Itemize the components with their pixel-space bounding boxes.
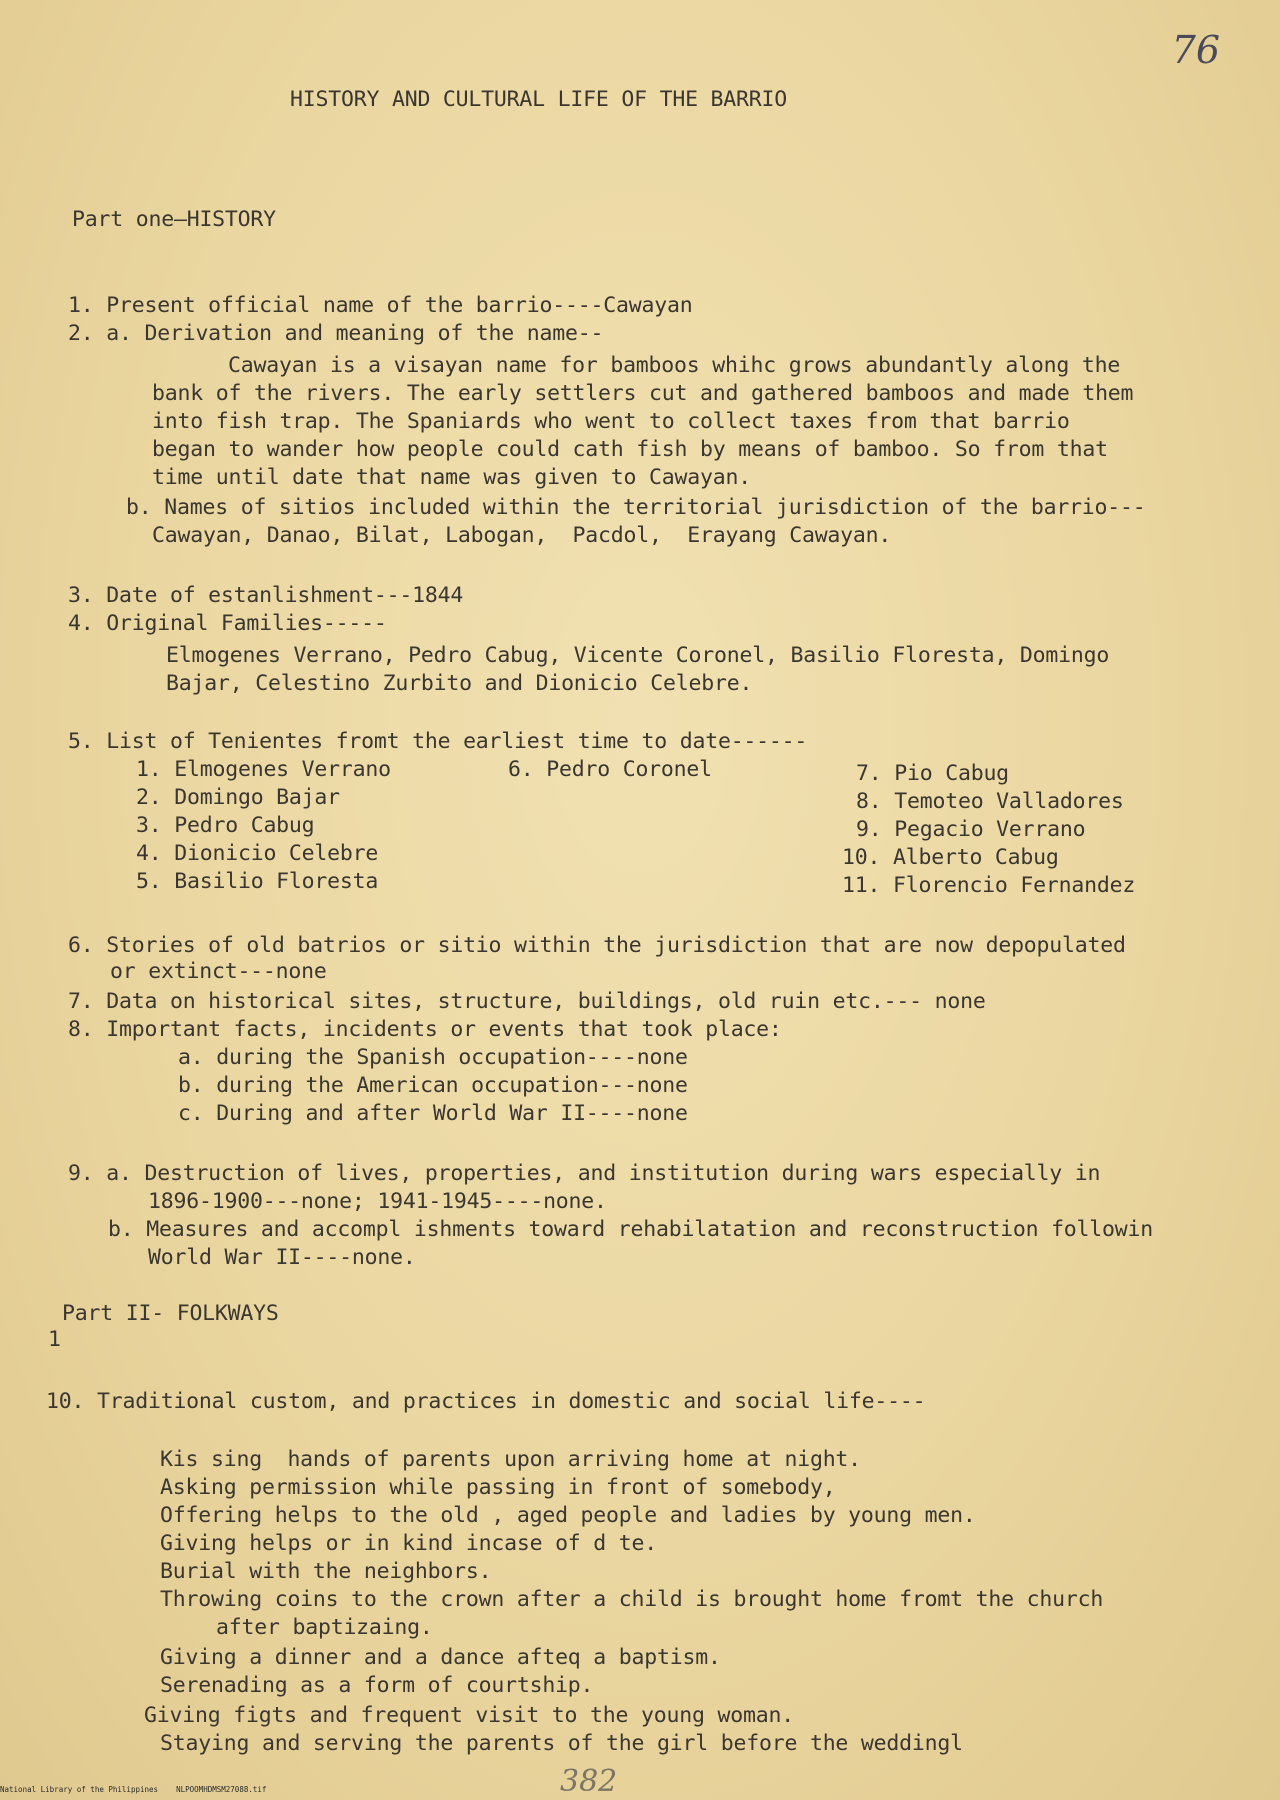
item-2b: b. Names of sitios included within the territorial jurisdiction of the barrio---	[126, 495, 1146, 520]
item-9a-cont: 1896-1900---none; 1941-1945----none.	[148, 1189, 607, 1214]
item-6: 6. Stories of old batrios or sitio within the jurisdiction that are now depopulated	[68, 933, 1126, 958]
item-8: 8. Important facts, incidents or events that took place:	[68, 1017, 782, 1042]
item-4: 4. Original Families-----	[68, 611, 387, 636]
families-text-2: Bajar, Celestino Zurbito and Dionicio Celebre.	[166, 671, 753, 696]
teniente-1: 1. Elmogenes Verrano	[136, 757, 391, 782]
derivation-text-2: bank of the rivers. The early settlers cut and gathered bamboos and made them	[152, 381, 1134, 406]
custom-7: Giving a dinner and a dance afteq a baptism.	[160, 1645, 721, 1670]
part-two-heading: Part II- FOLKWAYS	[62, 1301, 279, 1326]
teniente-5: 5. Basilio Floresta	[136, 869, 379, 894]
custom-1: Kis sing hands of parents upon arriving home at night.	[160, 1447, 861, 1472]
teniente-6: 6. Pedro Coronel	[508, 757, 712, 782]
derivation-text-5: time until date that name was given to Cawayan.	[152, 465, 751, 490]
stamp-number: 382	[560, 1764, 618, 1799]
page-number: 76	[1171, 28, 1220, 72]
derivation-text-1: Cawayan is a visayan name for bamboos whihc grows abundantly along the	[228, 353, 1121, 378]
derivation-text-3: into fish trap. The Spaniards who went to collect taxes from that barrio	[152, 409, 1070, 434]
item-10: 10. Traditional custom, and practices in domestic and social life----	[46, 1389, 926, 1414]
teniente-9: 9. Pegacio Verrano	[856, 817, 1086, 842]
item-2a: 2. a. Derivation and meaning of the name--	[68, 321, 604, 346]
derivation-text-4: began to wander how people could cath fish by means of bamboo. So from that	[152, 437, 1108, 462]
item-5: 5. List of Tenientes fromt the earliest time to date------	[68, 729, 808, 754]
part-two-subnumber: 1	[48, 1327, 61, 1352]
teniente-10: 10. Alberto Cabug	[842, 845, 1059, 870]
custom-3: Offering helps to the old , aged people and ladies by young men.	[160, 1503, 976, 1528]
custom-6: Throwing coins to the crown after a child is brought home fromt the church	[160, 1587, 1104, 1612]
item-9b-cont: World War II----none.	[148, 1245, 416, 1270]
item-7: 7. Data on historical sites, structure, buildings, old ruin etc.--- none	[68, 989, 986, 1014]
teniente-7: 7. Pio Cabug	[856, 761, 1009, 786]
item-3: 3. Date of estanlishment---1844	[68, 583, 464, 608]
teniente-8: 8. Temoteo Valladores	[856, 789, 1124, 814]
teniente-4: 4. Dionicio Celebre	[136, 841, 379, 866]
custom-4: Giving helps or in kind incase of d te.	[160, 1531, 658, 1556]
teniente-11: 11. Florencio Fernandez	[842, 873, 1136, 898]
item-8a: a. during the Spanish occupation----none	[178, 1045, 688, 1070]
document-title: HISTORY AND CULTURAL LIFE OF THE BARRIO	[290, 87, 788, 112]
part-one-heading: Part one—HISTORY	[72, 207, 276, 232]
custom-9: Giving figts and frequent visit to the young woman.	[144, 1703, 794, 1728]
item-9a: 9. a. Destruction of lives, properties, and institution during wars especially in	[68, 1161, 1101, 1186]
custom-6-cont: after baptizaing.	[216, 1615, 433, 1640]
item-9b: b. Measures and accompl ishments toward rehabilatation and reconstruction followin	[108, 1217, 1154, 1242]
teniente-2: 2. Domingo Bajar	[136, 785, 340, 810]
item-8b: b. during the American occupation---none	[178, 1073, 688, 1098]
archive-footer: National Library of the Philippines NLPOOMHDMSM27088.tif	[0, 1785, 267, 1794]
custom-5: Burial with the neighbors.	[160, 1559, 492, 1584]
custom-10: Staying and serving the parents of the girl before the weddingl	[160, 1731, 963, 1756]
custom-2: Asking permission while passing in front of somebody,	[160, 1475, 836, 1500]
families-text-1: Elmogenes Verrano, Pedro Cabug, Vicente Coronel, Basilio Floresta, Domingo	[166, 643, 1110, 668]
custom-8: Serenading as a form of courtship.	[160, 1673, 594, 1698]
sitios-list: Cawayan, Danao, Bilat, Labogan, Pacdol, Erayang Cawayan.	[152, 523, 892, 548]
teniente-3: 3. Pedro Cabug	[136, 813, 315, 838]
item-8c: c. During and after World War II----none	[178, 1101, 688, 1126]
item-6-cont: or extinct---none	[110, 959, 327, 984]
item-1: 1. Present official name of the barrio----Cawayan	[68, 293, 693, 318]
